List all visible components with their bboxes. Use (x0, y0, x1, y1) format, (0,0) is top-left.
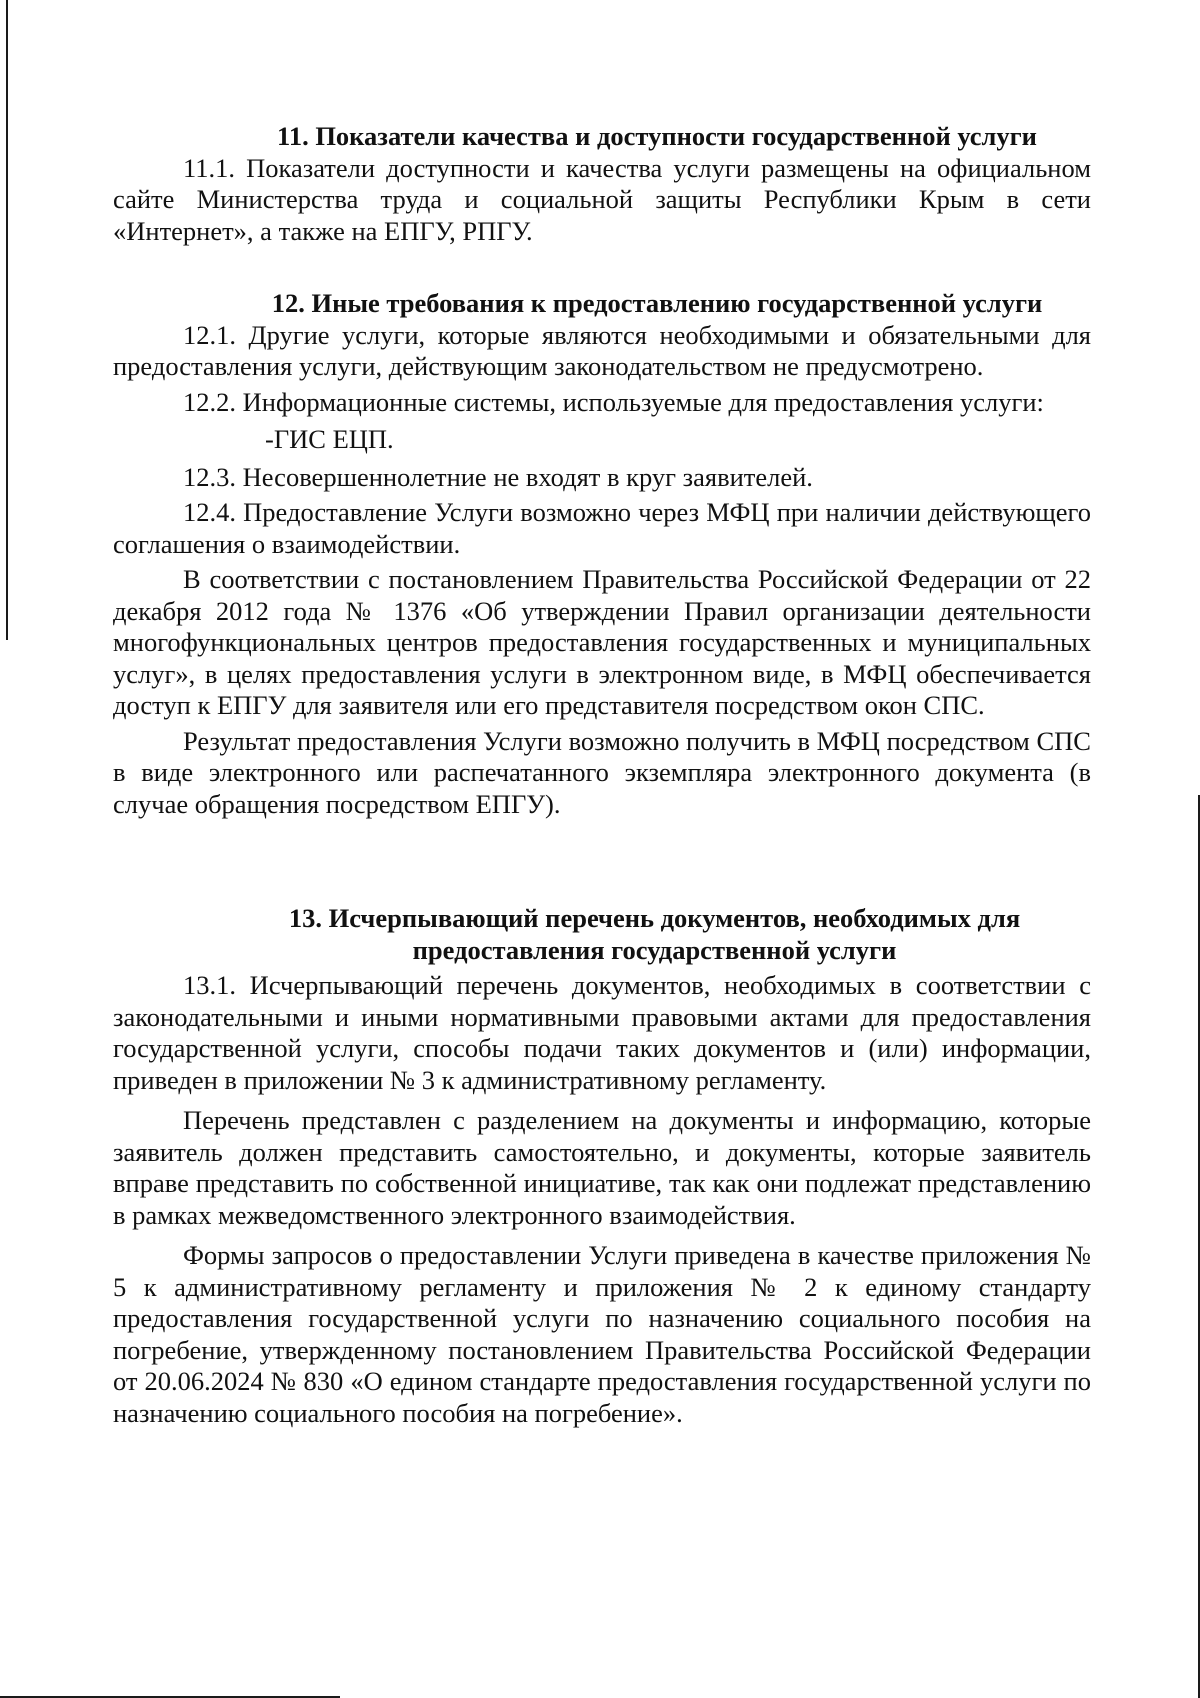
list-item-gis: -ГИС ЕЦП. (265, 424, 394, 454)
section-12-heading: 12. Иные требования к предоставлению государственной услуги (271, 288, 1043, 318)
scan-edge-left (6, 0, 8, 640)
paragraph-12-2: 12.2. Информационные системы, используемые для предоставления услуги: (183, 386, 1044, 417)
section-11 (113, 121, 1091, 247)
section-11-heading: 11. Показатели качества и доступности государственной услуги (277, 121, 1037, 151)
paragraph-11-1: 11.1. Показатели доступности и качества услуги размещены на официальном сайте Министерства труда и социальной защиты Республики Крым в сети «Интернет», а также на ЕПГУ, РПГУ. (113, 152, 1091, 246)
section-13-heading-line2: предоставления государственной услуги (412, 934, 897, 965)
paragraph-12-mfc: В соответствии с постановлением Правительства Российской Федерации от 22 декабря 2012 года № 1376 «Об утверждении Правил организации деятельности многофункциональных центров предоставления государственных и муниципальных услуг», в целях предоставления услуги в электронном виде, в МФЦ обеспечивается доступ к ЕПГУ для заявителя или его представителя посредством окон СПС. (113, 564, 1091, 720)
paragraph-12-1: 12.1. Другие услуги, которые являются необходимыми и обязательными для предоставления услуги, действующим законодательством не предусмотрено. (113, 319, 1091, 381)
paragraph-13-1: 13.1. Исчерпывающий перечень документов, необходимых в соответствии с законодательными и иными нормативными правовыми актами для предоставления государственной услуги, способы подачи таких документов и (или) информации, приведен в приложении № 3 к административному регламенту. (113, 970, 1091, 1095)
paragraph-13-forms: Формы запросов о предоставлении Услуги приведена в качестве приложения № 5 к административному регламенту и приложения № 2 к единому стандарту предоставления государственной услуги по назначению социального пособия на погребение, утвержденному постановлением Правительства Российской Федерации от 20.06.2024 № 830 «О едином стандарте предоставления государственной услуги по назначению социального пособия на погребение». (113, 1240, 1091, 1428)
paragraph-12-4: 12.4. Предоставление Услуги возможно через МФЦ при наличии действующего соглашения о взаимодействии. (113, 497, 1091, 559)
section-12 (113, 288, 1091, 820)
section-13-heading (113, 903, 1091, 966)
paragraph-12-3: 12.3. Несовершеннолетние не входят в круг заявителей. (183, 461, 813, 492)
section-13-heading-line1: 13. Исчерпывающий перечень документов, необходимых для (288, 903, 1021, 933)
document-page (113, 121, 1091, 1429)
paragraph-12-result: Результат предоставления Услуги возможно получить в МФЦ посредством СПС в виде электронного или распечатанного экземпляра электронного документа (в случае обращения посредством ЕПГУ). (113, 725, 1091, 819)
paragraph-13-list: Перечень представлен с разделением на документы и информацию, которые заявитель должен представить самостоятельно, и документы, которые заявитель вправе представить по собственной инициативе, так как они подлежат представлению в рамках межведомственного электронного взаимодействия. (113, 1105, 1091, 1230)
section-13 (113, 903, 1091, 1429)
